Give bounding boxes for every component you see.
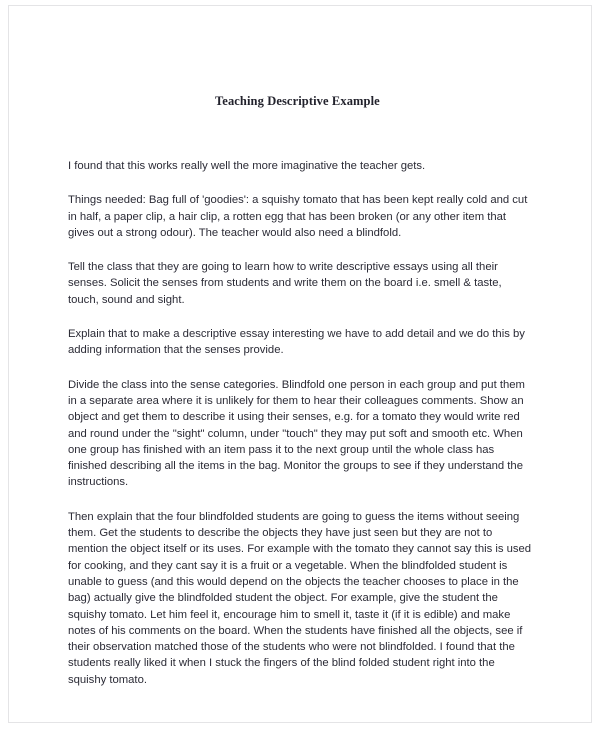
- paragraph: Explain that to make a descriptive essay interesting we have to add detail and we do this by adding information that the senses provide.: [68, 328, 525, 357]
- paragraph: I found that this works really well the more imaginative the teacher gets.: [68, 160, 426, 172]
- page-title: Teaching Descriptive Example: [215, 94, 380, 108]
- paragraph: Tell the class that they are going to learn how to write descriptive essays using all their senses. Solicit the senses from students and write them on the board i.e. smell & taste, touch, sound and sight.: [68, 261, 502, 306]
- paragraph: Things needed: Bag full of 'goodies': a squishy tomato that has been kept really cold and cut in half, a paper clip, a hair clip, a rotten egg that has been broken (or any other item that gives out a strong odour). The teacher would also need a blindfold.: [68, 194, 528, 239]
- paragraph: Divide the class into the sense categories. Blindfold one person in each group and put them in a separate area where it is unlikely for them to hear their colleagues comments. Show an object and get them to describe it using their senses, e.g. for a tomato they would write red and round under the "sight" column, under "touch" they may put soft and smooth etc. When one group has finished with an item pass it to the next group until the whole class has finished describing all the items in the bag. Monitor the groups to see if they understand the instructions.: [68, 378, 525, 489]
- paragraph: Then explain that the four blindfolded students are going to guess the items without seeing them. Get the students to describe the objects they have just seen but they are not to mention the object itself or its uses. For example with the tomato they cannot say this is used for cooking, and they cant say it is a fruit or a vegetable. When the blindfolded student is unable to guess (and this would depend on the objects the teacher chooses to place in the bag) actually give the blindfolded student the object. For example, give the student the squishy tomato. Let him feel it, encourage him to smell it, taste it (if it is edible) and make notes of his comments on the board. When the students have finished all the objects, see if their observation matched those of the students who were not blindfolded. I found that the students really liked it when I stuck the fingers of the blind folded student right into the squishy tomato.: [68, 510, 532, 686]
- document-page: [8, 5, 592, 723]
- document-body: [68, 94, 535, 688]
